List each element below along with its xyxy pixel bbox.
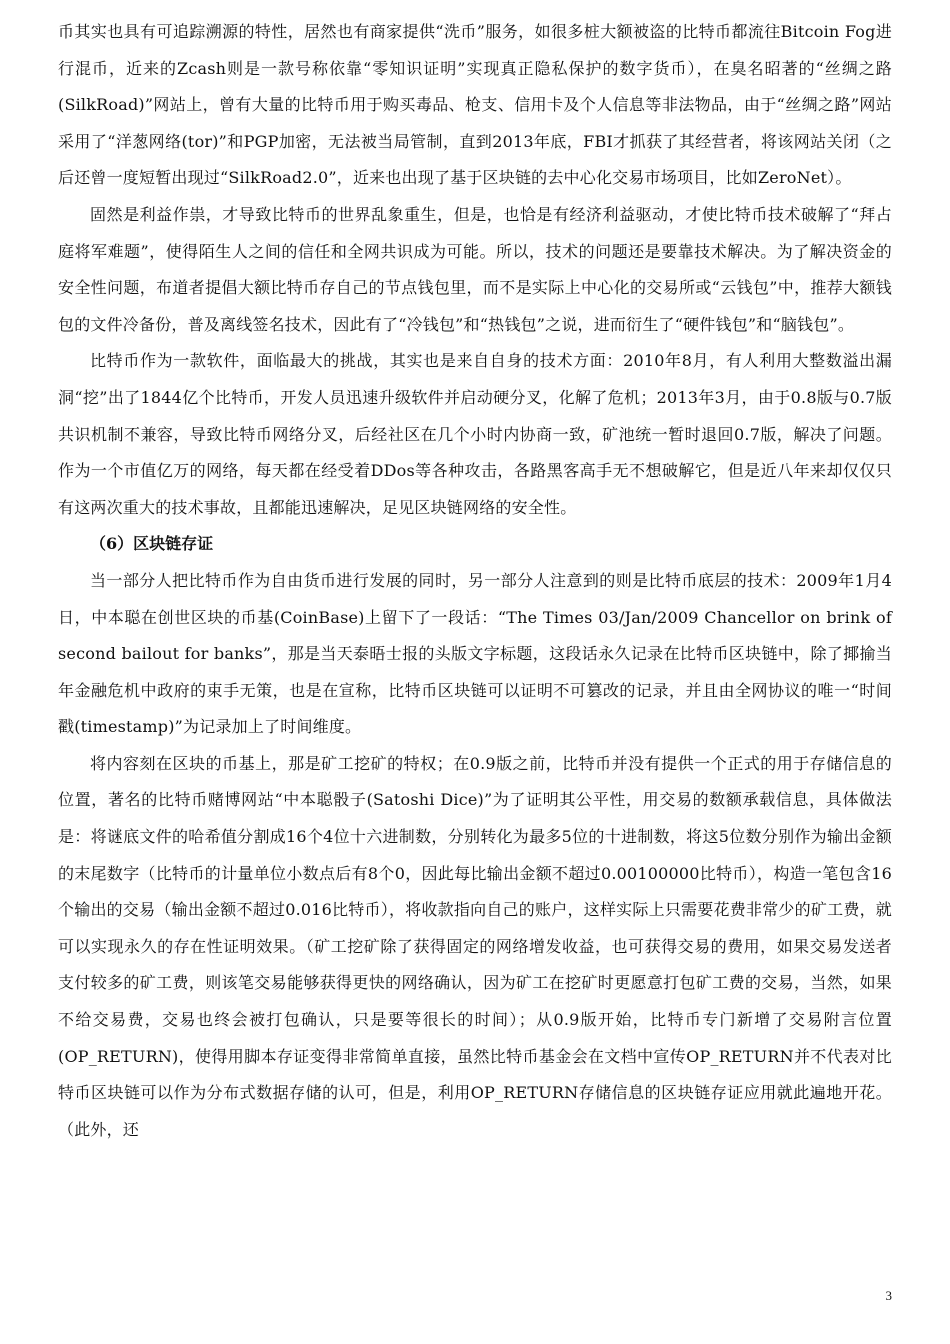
- paragraph-op-return: 将内容刻在区块的币基上，那是矿工挖矿的特权；在0.9版之前，比特币并没有提供一个正式的用于存储信息的位置，著名的比特币赌博网站“中本聪骰子(Satoshi Dice)”为了证明其公平性，用交易的数额承载信息，具体做法是：将谜底文件的哈希值分割成16个4位十六进制数，分别转化为最多5位的十进制数，将这5位数分别作为输出金额的末尾数字（比特币的计量单位小数点后有8个0，因此每比输出金额不超过0.00100000比特币），构造一笔包含16个输出的交易（输出金额不超过0.016比特币），将收款指向自己的账户，这样实际上只需要花费非常少的矿工费，就可以实现永久的存在性证明效果。（矿工挖矿除了获得固定的网络增发收益，也可获得交易的费用，如果交易发送者支付较多的矿工费，则该笔交易能够获得更快的网络确认，因为矿工在挖矿时更愿意打包矿工费的交易，当然，如果不给交易费，交易也终会被打包确认，只是要等很长的时间）；从0.9版开始，比特币专门新增了交易附言位置(OP_RETURN)，使得用脚本存证变得非常简单直接，虽然比特币基金会在文档中宣传OP_RETURN并不代表对比特币区块链可以作为分布式数据存储的认可，但是，利用OP_RETURN存储信息的区块链存证应用就此遍地开花。（此外，还: [58, 753, 892, 1139]
- page-number: 3: [885, 1288, 892, 1303]
- paragraph-dark-web-continuation: 币其实也具有可追踪溯源的特性，居然也有商家提供“洗币”服务，如很多桩大额被盗的比特币都流往Bitcoin Fog进行混币，近来的Zcash则是一款号称依靠“零知识证明”实现真正隐私保护的数字货币），在臭名昭著的“丝绸之路(SilkRoad)”网站上，曾有大量的比特币用于购买毒品、枪支、信用卡及个人信息等非法物品，由于“丝绸之路”网站采用了“洋葱网络(tor)”和PGP加密，无法被当局管制，直到2013年底，FBI才抓获了其经营者，将该网站关闭（之后还曾一度短暂出现过“SilkRoad2.0”，近来也出现了基于区块链的去中心化交易市场项目，比如ZeroNet）。: [58, 22, 892, 188]
- paragraph-genesis-block-message: 当一部分人把比特币作为自由货币进行发展的同时，另一部分人注意到的则是比特币底层的技术：2009年1月4日，中本聪在创世区块的币基(CoinBase)上留下了一段话：“The Times 03/Jan/2009 Chancellor on brink of second bailout for banks”，那是当天泰晤士报的头版文字标题，这段话永久记录在比特币区块链中，除了揶揄当年金融危机中政府的束手无策，也是在宣称，比特币区块链可以证明不可篡改的记录，并且由全网协议的唯一“时间戳(timestamp)”为记录加上了时间维度。: [58, 570, 892, 737]
- section-heading-blockchain-attestation: （6）区块链存证: [90, 534, 214, 554]
- document-page: [58, 14, 892, 1148]
- paragraph-technical-incidents: 比特币作为一款软件，面临最大的挑战，其实也是来自自身的技术方面：2010年8月，有人利用大整数溢出漏洞“挖”出了1844亿个比特币，开发人员迅速升级软件并启动硬分叉，化解了危机；2013年3月，由于0.8版与0.7版共识机制不兼容，导致比特币网络分叉，后经社区在几个小时内协商一致，矿池统一暂时退回0.7版，解决了问题。作为一个市值亿万的网络，每天都在经受着DDos等各种攻击，各路黑客高手无不想破解它，但是近八年来却仅仅只有这两次重大的技术事故，且都能迅速解决，足见区块链网络的安全性。: [58, 351, 892, 517]
- paragraph-wallet-security: 固然是利益作祟，才导致比特币的世界乱象重生，但是，也恰是有经济利益驱动，才使比特币技术破解了“拜占庭将军难题”，使得陌生人之间的信任和全网共识成为可能。所以，技术的问题还是要靠技术解决。为了解决资金的安全性问题，布道者提倡大额比特币存自己的节点钱包里，而不是实际上中心化的交易所或“云钱包”中，推荐大额钱包的文件冷备份，普及离线签名技术，因此有了“冷钱包”和“热钱包”之说，进而衍生了“硬件钱包”和“脑钱包”。: [58, 204, 892, 334]
